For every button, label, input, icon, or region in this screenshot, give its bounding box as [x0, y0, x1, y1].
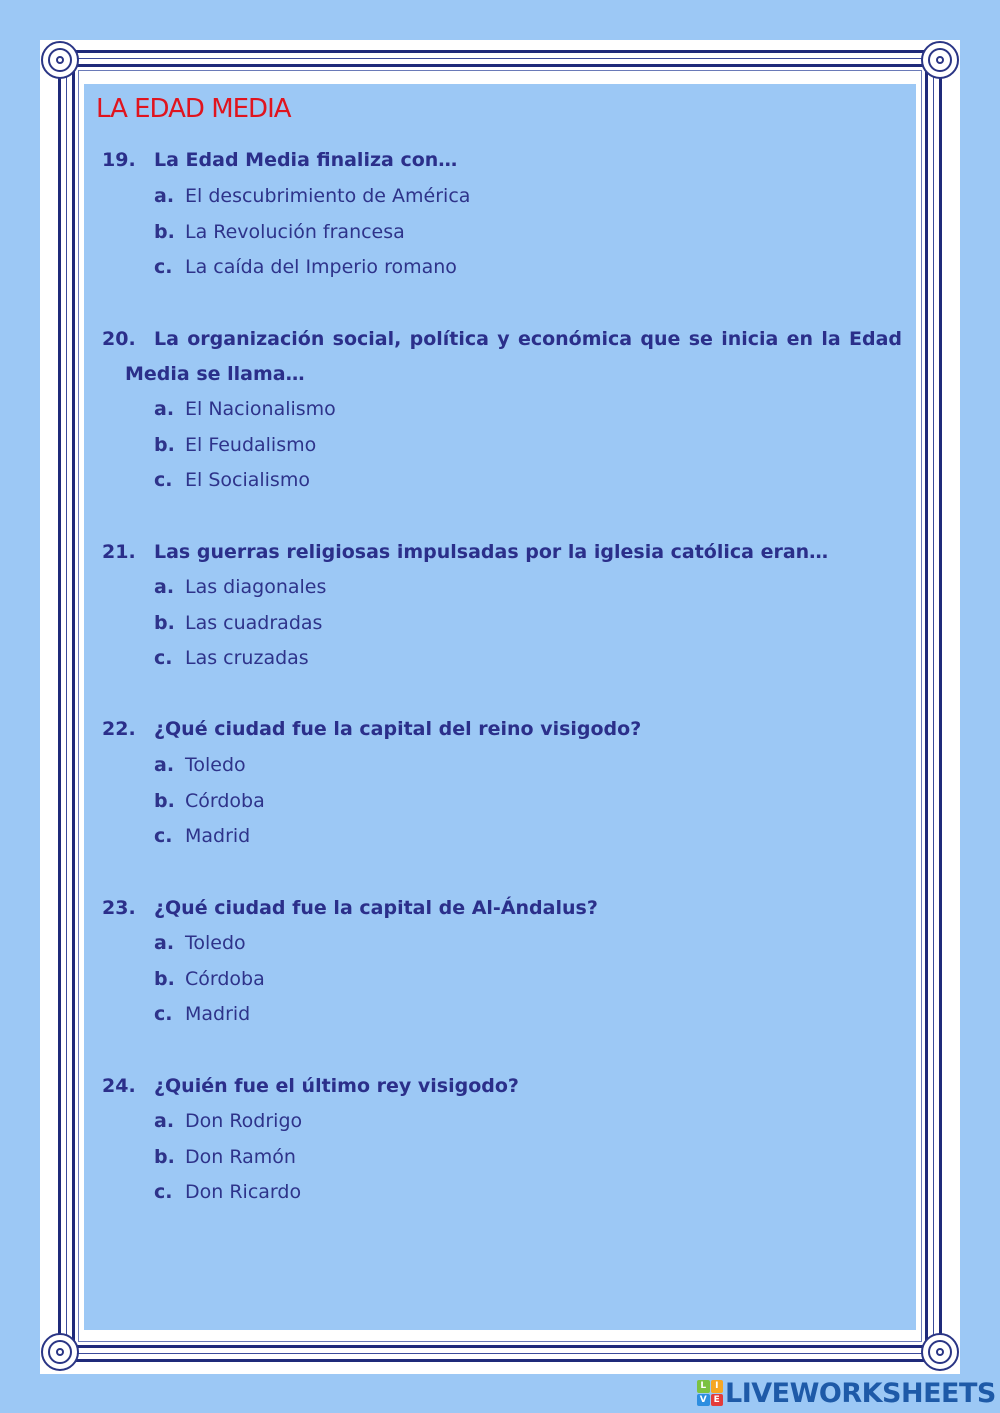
option-text: Toledo [185, 932, 246, 954]
option-c[interactable] [154, 250, 470, 286]
question-19 [102, 143, 902, 178]
question-20 [102, 322, 902, 392]
option-c[interactable] [154, 819, 265, 855]
option-text: Las cuadradas [185, 611, 323, 634]
option-text: El Nacionalismo [185, 398, 336, 420]
question-line [102, 322, 902, 357]
option-letter: a. [154, 398, 175, 420]
option-text: Córdoba [185, 789, 265, 812]
question-number: 21. [102, 541, 136, 563]
liveworksheets-logo[interactable] [697, 1379, 996, 1407]
option-text: El Feudalismo [185, 433, 317, 456]
option-text: El Socialismo [185, 469, 310, 491]
question-number: 24. [102, 1075, 136, 1097]
option-text: Córdoba [185, 967, 265, 990]
corner-ornament-icon [921, 1333, 959, 1371]
options-list-20 [154, 392, 336, 499]
option-letter: c. [154, 825, 173, 847]
option-c[interactable] [154, 463, 336, 499]
question-23 [102, 891, 902, 926]
option-text: El descubrimiento de América [185, 185, 471, 207]
question-22 [102, 712, 902, 747]
option-a[interactable] [154, 570, 326, 606]
option-b[interactable] [154, 606, 326, 642]
page-title: LA EDAD MEDIA [96, 94, 291, 124]
question-text: Las guerras religiosas impulsadas por la iglesia católica eran… [154, 541, 829, 563]
option-letter: b. [154, 967, 175, 990]
option-b[interactable] [154, 1140, 302, 1176]
option-text: Don Ramón [185, 1145, 296, 1168]
corner-ornament-icon [921, 41, 959, 79]
question-text-continued: Media se llama… [125, 363, 305, 385]
option-letter: b. [154, 611, 175, 634]
option-text: La caída del Imperio romano [185, 256, 457, 278]
option-b[interactable] [154, 962, 265, 998]
option-text: Madrid [185, 1003, 251, 1025]
question-24 [102, 1069, 902, 1104]
option-a[interactable] [154, 748, 265, 784]
option-text: Madrid [185, 825, 251, 847]
options-list-21 [154, 570, 326, 677]
option-c[interactable] [154, 1175, 302, 1211]
option-letter: b. [154, 1145, 175, 1168]
option-letter: a. [154, 932, 175, 954]
option-letter: a. [154, 754, 175, 776]
option-text: Don Ricardo [185, 1181, 302, 1203]
option-letter: b. [154, 433, 175, 456]
option-text: Toledo [185, 754, 246, 776]
corner-ornament-icon [41, 1333, 79, 1371]
option-letter: c. [154, 469, 173, 491]
question-number: 19. [102, 149, 136, 171]
option-a[interactable] [154, 392, 336, 428]
option-letter: a. [154, 576, 175, 598]
question-text: La organización social, política y económica que se inicia en la Edad [154, 328, 902, 350]
option-letter: b. [154, 789, 175, 812]
question-number: 20. [102, 328, 136, 350]
option-b[interactable] [154, 215, 470, 251]
question-text: ¿Qué ciudad fue la capital de Al-Ándalus? [154, 897, 598, 919]
options-list-23 [154, 926, 265, 1033]
options-list-19 [154, 179, 470, 286]
option-text: La Revolución francesa [185, 220, 405, 243]
option-letter: c. [154, 1181, 173, 1203]
brand-text: LIVEWORKSHEETS [725, 1377, 996, 1409]
option-text: Las diagonales [185, 576, 327, 598]
option-letter: a. [154, 1110, 175, 1132]
option-a[interactable] [154, 179, 470, 215]
options-list-24 [154, 1104, 302, 1211]
question-number: 23. [102, 897, 136, 919]
option-b[interactable] [154, 784, 265, 820]
question-text: La Edad Media finaliza con… [154, 149, 458, 171]
question-text: ¿Quién fue el último rey visigodo? [154, 1075, 519, 1097]
liveworksheets-icon: L I V E [697, 1380, 723, 1406]
option-text: Don Rodrigo [185, 1110, 303, 1132]
option-b[interactable] [154, 428, 336, 464]
option-letter: c. [154, 256, 173, 278]
option-text: Las cruzadas [185, 647, 309, 669]
option-letter: c. [154, 647, 173, 669]
option-a[interactable] [154, 926, 265, 962]
option-a[interactable] [154, 1104, 302, 1140]
question-text: ¿Qué ciudad fue la capital del reino visigodo? [154, 718, 642, 740]
question-number: 22. [102, 718, 136, 740]
option-letter: a. [154, 185, 175, 207]
option-letter: c. [154, 1003, 173, 1025]
worksheet-content [84, 84, 916, 1330]
corner-ornament-icon [41, 41, 79, 79]
option-c[interactable] [154, 641, 326, 677]
options-list-22 [154, 748, 265, 855]
option-c[interactable] [154, 997, 265, 1033]
question-21 [102, 535, 902, 570]
option-letter: b. [154, 220, 175, 243]
